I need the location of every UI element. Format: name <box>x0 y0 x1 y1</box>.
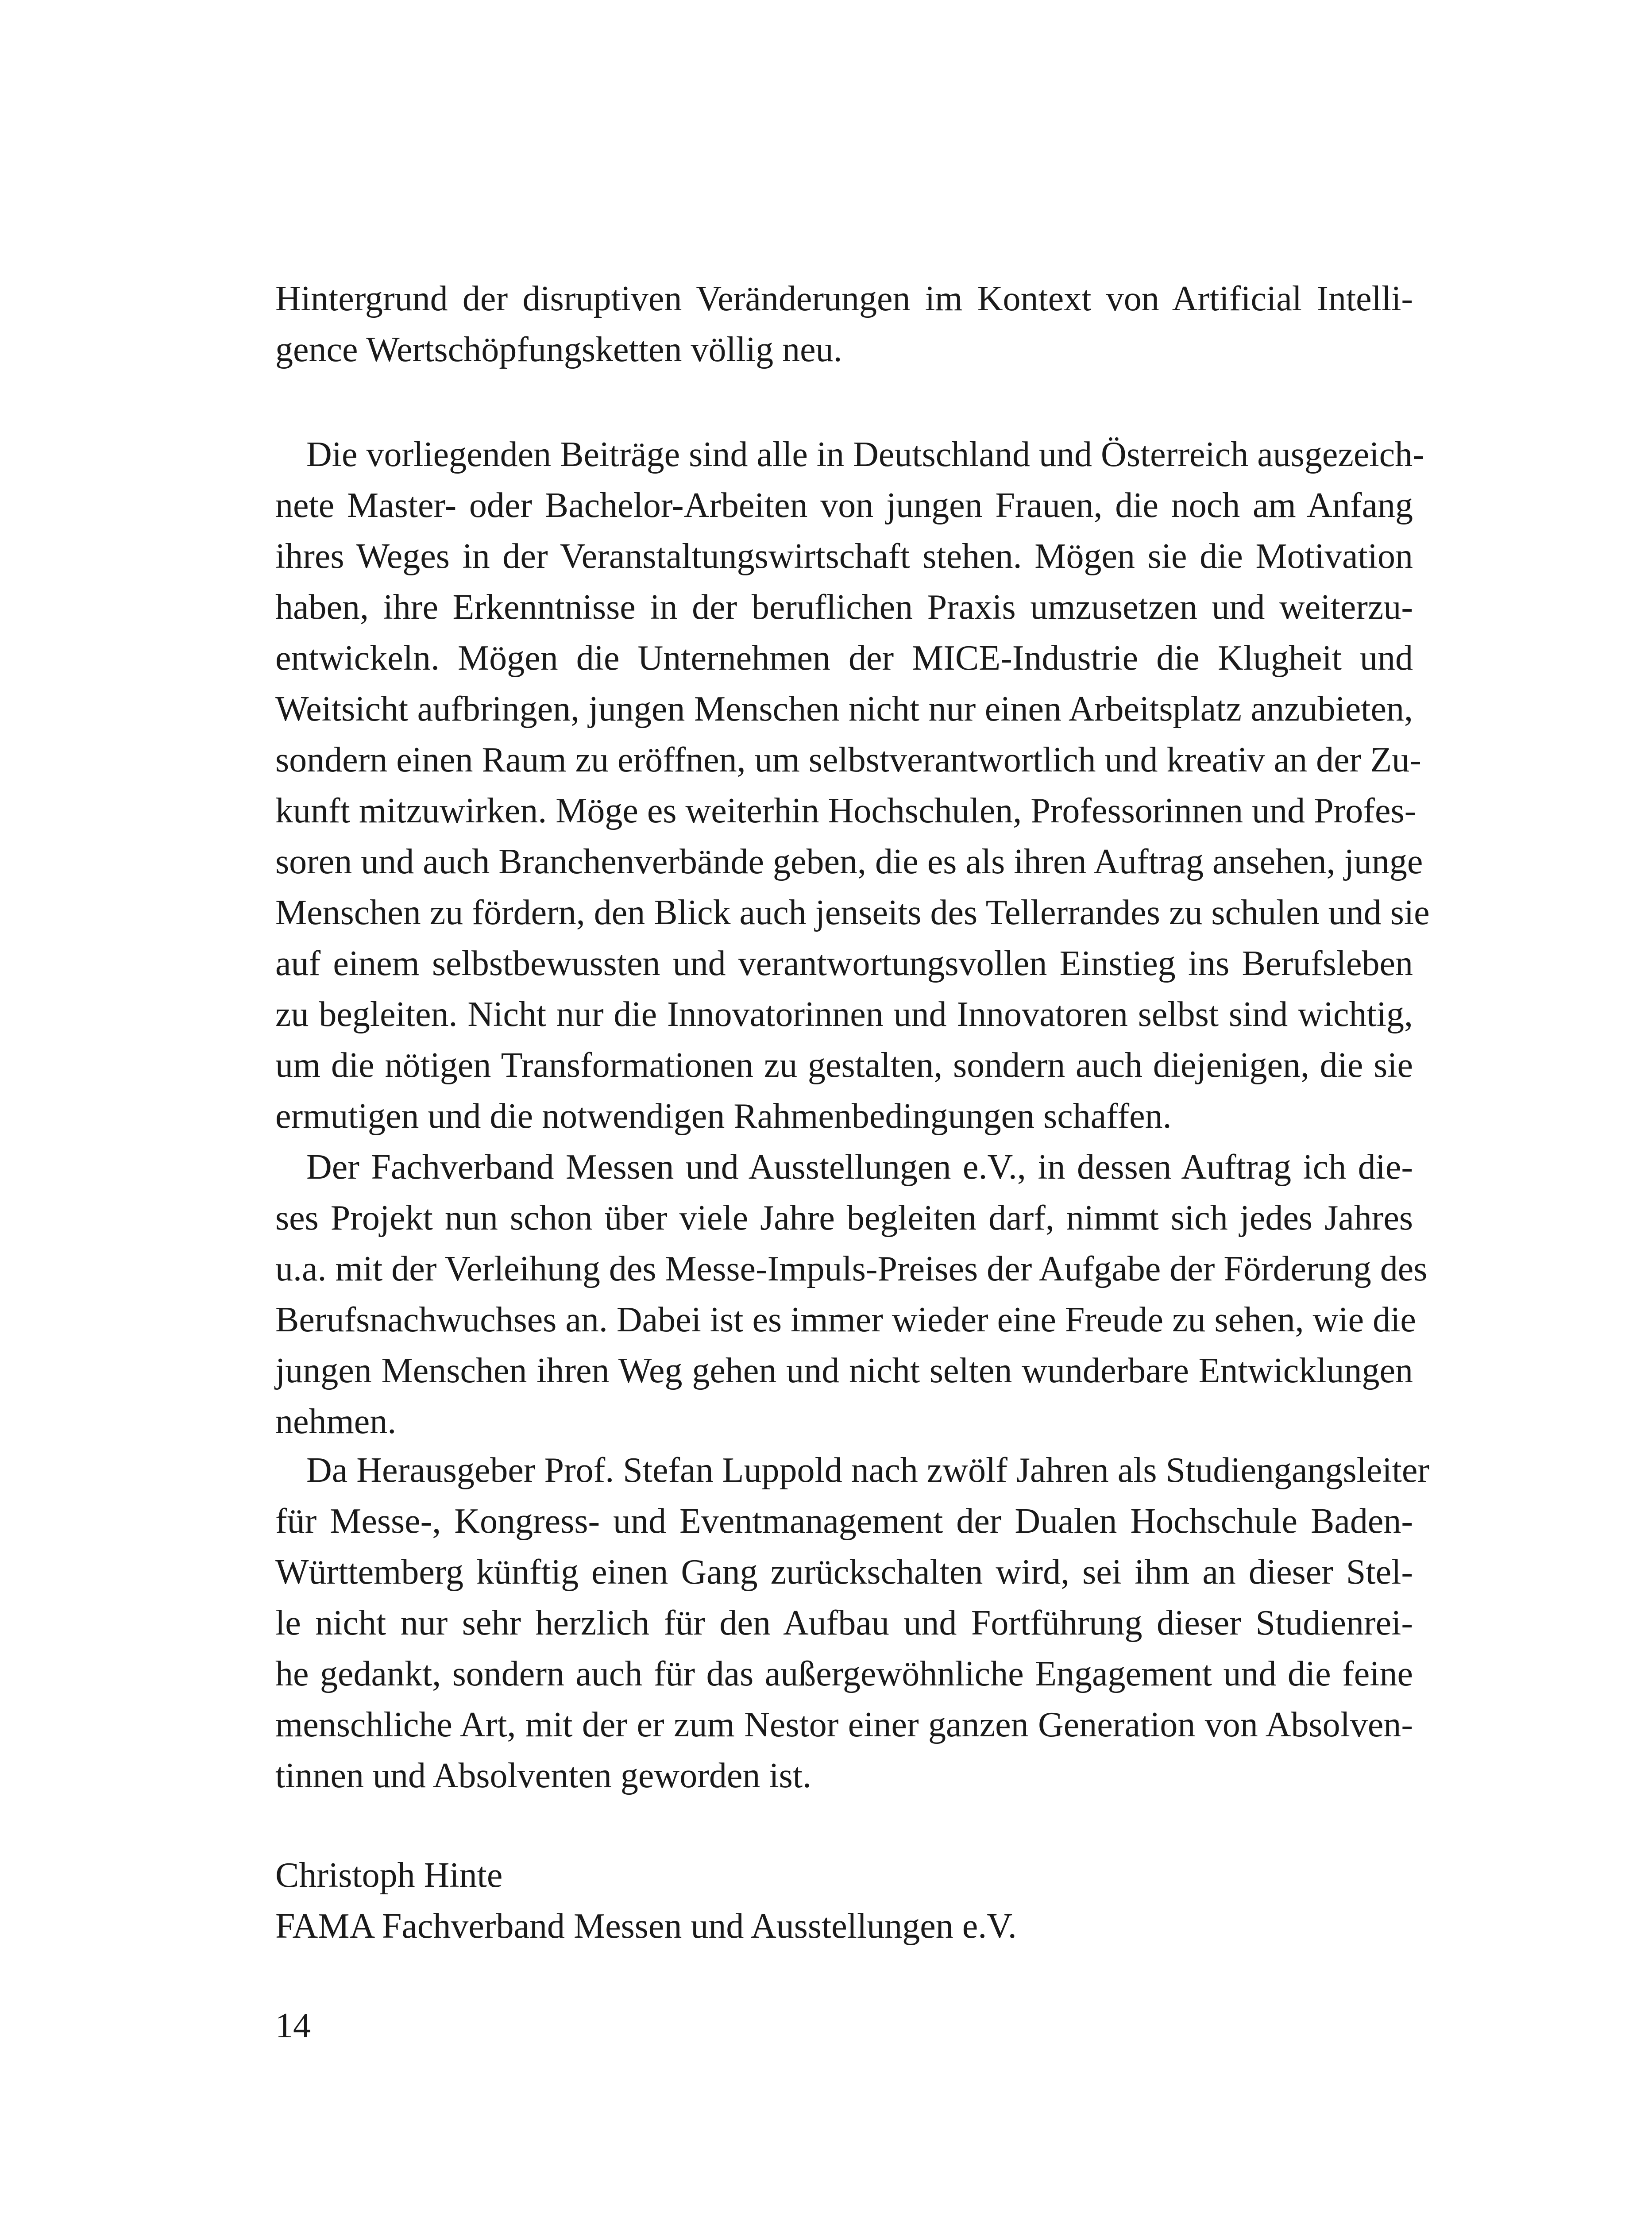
text-line: Menschen zu fördern, den Blick auch jenseits des Tellerrandes zu schulen und sie <box>275 893 1430 932</box>
text-line: Weitsicht aufbringen, jungen Menschen nicht nur einen Arbeitsplatz anzubieten, <box>275 690 1413 729</box>
body-paragraph <box>275 429 1430 1142</box>
text-line: für Messe-, Kongress- und Eventmanagement der Dualen Hochschule Baden- <box>275 1502 1413 1541</box>
page-number: 14 <box>275 2006 311 2045</box>
text-line: haben, ihre Erkenntnisse in der beruflichen Praxis umzusetzen und weiterzu- <box>275 588 1413 627</box>
signature-name: Christoph Hinte <box>275 1856 503 1895</box>
text-line: nete Master- oder Bachelor-Arbeiten von jungen Frauen, die noch am Anfang <box>275 486 1413 525</box>
text-line: auf einem selbstbewussten und verantwortungsvollen Einstieg ins Berufsleben <box>275 944 1413 983</box>
body-paragraph <box>275 1445 1429 1801</box>
text-line: jungen Menschen ihren Weg gehen und nicht selten wunderbare Entwicklungen <box>275 1351 1413 1390</box>
text-line: he gedankt, sondern auch für das außergewöhnliche Engagement und die feine <box>275 1654 1413 1693</box>
text-line: nehmen. <box>275 1402 397 1441</box>
text-line: Berufsnachwuchses an. Dabei ist es immer wieder eine Freude zu sehen, wie die <box>275 1300 1416 1339</box>
body-paragraph <box>275 1142 1428 1447</box>
text-line: Die vorliegenden Beiträge sind alle in Deutschland und Österreich ausgezeich- <box>306 435 1424 474</box>
text-line: gence Wertschöpfungsketten völlig neu. <box>275 330 842 369</box>
text-line: ses Projekt nun schon über viele Jahre begleiten darf, nimmt sich jedes Jahres <box>275 1199 1413 1238</box>
text-line: Der Fachverband Messen und Ausstellungen e.V., in dessen Auftrag ich die- <box>306 1148 1413 1187</box>
text-line: Da Herausgeber Prof. Stefan Luppold nach zwölf Jahren als Studiengangsleiter <box>306 1451 1429 1490</box>
text-line: le nicht nur sehr herzlich für den Aufbau und Fortführung dieser Studienrei- <box>275 1604 1413 1642</box>
text-line: um die nötigen Transformationen zu gestalten, sondern auch diejenigen, die sie <box>275 1046 1413 1085</box>
text-line: ihres Weges in der Veranstaltungswirtschaft stehen. Mögen sie die Motivation <box>275 537 1413 576</box>
intro-paragraph <box>275 274 1413 375</box>
text-line: u.a. mit der Verleihung des Messe-Impuls-Preises der Aufgabe der Förderung des <box>275 1249 1428 1288</box>
text-line: entwickeln. Mögen die Unternehmen der MICE-Industrie die Klugheit und <box>275 639 1413 678</box>
text-line: zu begleiten. Nicht nur die Innovatorinnen und Innovatoren selbst sind wichtig, <box>275 995 1413 1034</box>
text-line: soren und auch Branchenverbände geben, die es als ihren Auftrag ansehen, junge <box>275 842 1423 881</box>
text-line: Württemberg künftig einen Gang zurückschalten wird, sei ihm an dieser Stel- <box>275 1553 1413 1592</box>
text-line: tinnen und Absolventen geworden ist. <box>275 1756 811 1795</box>
text-line: kunft mitzuwirken. Möge es weiterhin Hochschulen, Professorinnen und Profes- <box>275 791 1417 830</box>
text-line: menschliche Art, mit der er zum Nestor einer ganzen Generation von Absolven- <box>275 1705 1413 1744</box>
text-line: sondern einen Raum zu eröffnen, um selbstverantwortlich und kreativ an der Zu- <box>275 740 1421 779</box>
text-line: ermutigen und die notwendigen Rahmenbedingungen schaffen. <box>275 1097 1172 1136</box>
signature-organization: FAMA Fachverband Messen und Ausstellungen e.V. <box>275 1907 1017 1946</box>
text-line: Hintergrund der disruptiven Veränderungen im Kontext von Artificial Intelli- <box>275 279 1413 318</box>
